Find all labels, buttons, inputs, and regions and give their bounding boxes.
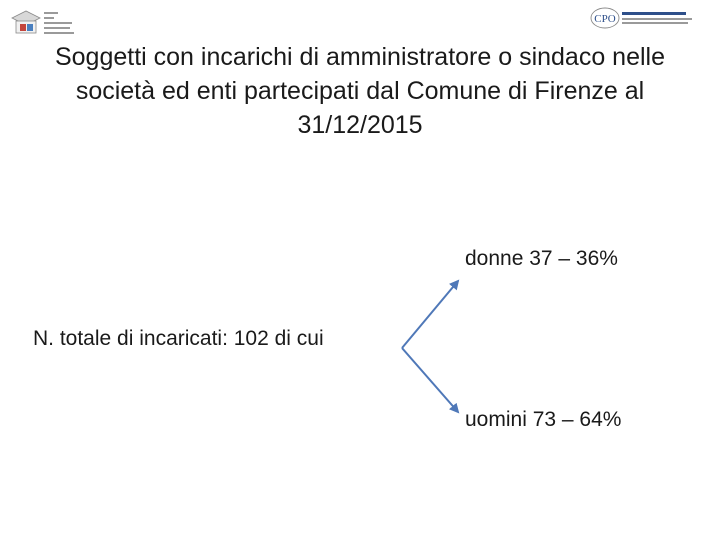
cpo-logo-icon [590,6,696,30]
cpo-logo-text: CPO [594,13,616,25]
institution-logo-icon [10,8,92,38]
total-count-label: N. totale di incaricati: 102 di cui [33,327,324,350]
women-count-label: donne 37 – 36% [465,247,618,270]
men-count-label: uomini 73 – 64% [465,408,622,431]
arrow-to-women [402,281,458,348]
page-title: Soggetti con incarichi di amministratore o sindaco nelle società ed enti partecipati dal Comune di Firenze al 31/12/2015 [54,43,666,139]
arrow-to-men [402,348,458,412]
